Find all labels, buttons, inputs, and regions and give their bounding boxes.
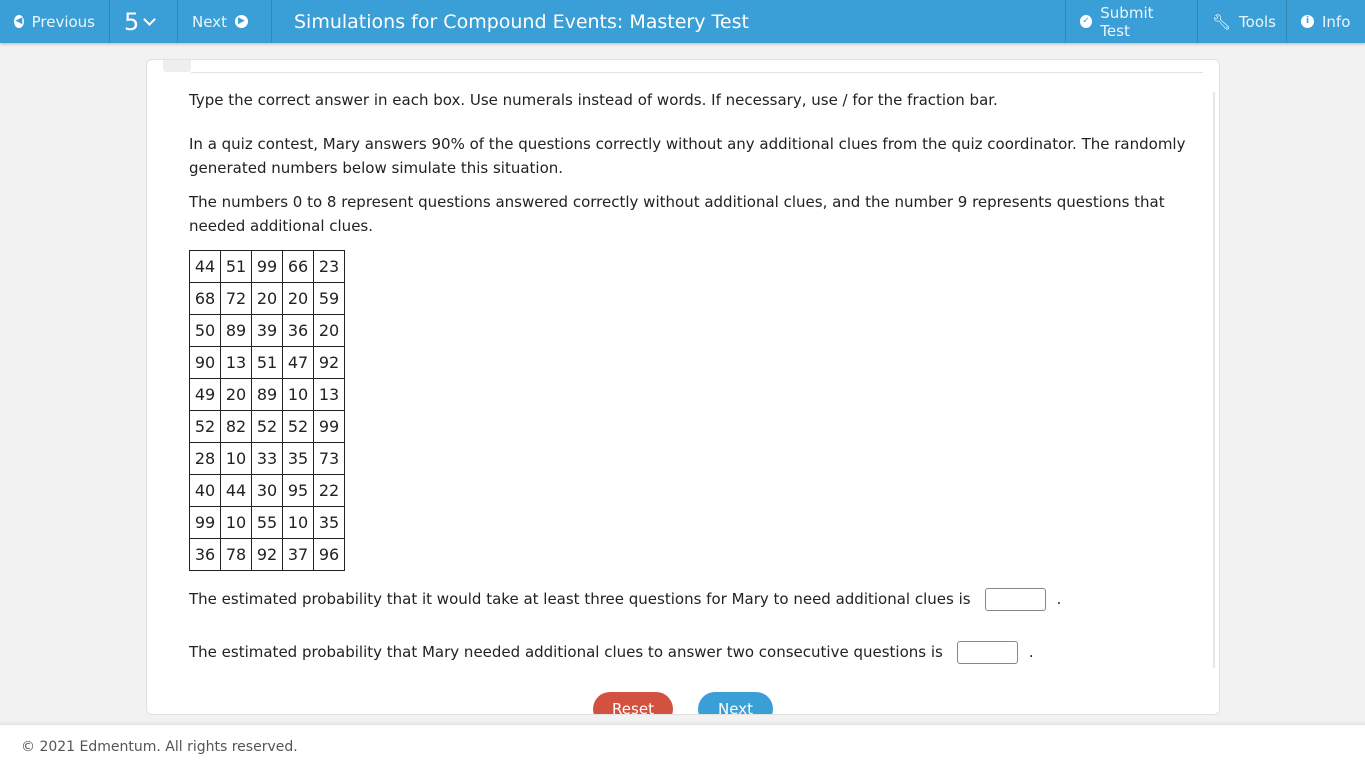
question-number-dropdown[interactable] — [110, 0, 178, 43]
table-cell: 51 — [221, 251, 252, 283]
table-cell: 68 — [190, 283, 221, 315]
table-cell: 44 — [221, 475, 252, 507]
top-toolbar — [0, 0, 1365, 43]
table-cell: 30 — [252, 475, 283, 507]
table-row — [190, 251, 345, 283]
page-title: Simulations for Compound Events: Mastery Test — [294, 10, 749, 33]
table-cell: 33 — [252, 443, 283, 475]
table-cell: 28 — [190, 443, 221, 475]
footer — [0, 724, 1365, 768]
prompt-text: In a quiz contest, Mary answers 90% of the questions correctly without any additional clues from the quiz coordinator. The randomly generated numbers below simulate this situation. — [189, 135, 1186, 177]
next-label: Next — [192, 12, 227, 31]
table-cell: 20 — [283, 283, 314, 315]
table-cell: 89 — [252, 379, 283, 411]
previous-button[interactable] — [0, 0, 110, 43]
table-cell: 13 — [314, 379, 345, 411]
table-cell: 50 — [190, 315, 221, 347]
table-cell: 10 — [283, 507, 314, 539]
table-cell: 72 — [221, 283, 252, 315]
table-cell: 10 — [221, 507, 252, 539]
answer-1-label: The estimated probability that it would take at least three questions for Mary to need additional clues is — [189, 590, 971, 608]
next-question-button[interactable] — [178, 0, 272, 43]
divider — [191, 72, 1203, 73]
table-cell: 95 — [283, 475, 314, 507]
action-buttons — [593, 692, 773, 715]
answer-2-period: . — [1028, 643, 1034, 661]
next-button[interactable]: Next — [698, 692, 773, 715]
table-row — [190, 443, 345, 475]
table-cell: 52 — [252, 411, 283, 443]
table-row — [190, 475, 345, 507]
table-cell: 89 — [221, 315, 252, 347]
random-numbers-table — [189, 250, 345, 571]
table-cell: 47 — [283, 347, 314, 379]
table-cell: 82 — [221, 411, 252, 443]
table-cell: 99 — [252, 251, 283, 283]
table-cell: 99 — [190, 507, 221, 539]
submit-label: Submit Test — [1100, 3, 1154, 40]
table-cell: 92 — [252, 539, 283, 571]
previous-label: Previous — [31, 12, 95, 31]
tools-button[interactable] — [1197, 0, 1286, 43]
table-row — [190, 283, 345, 315]
table-cell: 39 — [252, 315, 283, 347]
table-cell: 92 — [314, 347, 345, 379]
table-row — [190, 507, 345, 539]
table-cell: 78 — [221, 539, 252, 571]
table-cell: 66 — [283, 251, 314, 283]
table-cell: 35 — [283, 443, 314, 475]
instruction-text: Type the correct answer in each box. Use numerals instead of words. If necessary, use / for the fraction bar. — [189, 91, 998, 109]
table-cell: 51 — [252, 347, 283, 379]
table-cell: 49 — [190, 379, 221, 411]
check-circle-icon: ✓ — [1080, 15, 1092, 28]
table-cell: 52 — [190, 411, 221, 443]
table-cell: 40 — [190, 475, 221, 507]
table-cell: 73 — [314, 443, 345, 475]
table-cell: 90 — [190, 347, 221, 379]
question-card — [146, 59, 1220, 715]
table-row — [190, 539, 345, 571]
table-cell: 23 — [314, 251, 345, 283]
info-button[interactable] — [1286, 0, 1365, 43]
table-cell: 55 — [252, 507, 283, 539]
explanation-text: The numbers 0 to 8 represent questions answered correctly without additional clues, and the number 9 represents questions that needed additional clues. — [189, 193, 1165, 235]
chevron-down-icon — [143, 13, 156, 26]
arrow-left-icon: ◀ — [15, 16, 23, 26]
table-cell: 99 — [314, 411, 345, 443]
table-cell: 36 — [190, 539, 221, 571]
table-cell: 36 — [283, 315, 314, 347]
table-row — [190, 347, 345, 379]
table-row — [190, 315, 345, 347]
table-cell: 59 — [314, 283, 345, 315]
table-cell: 10 — [283, 379, 314, 411]
info-icon: i — [1301, 15, 1314, 28]
answer-2-label: The estimated probability that Mary needed additional clues to answer two consecutive questions is — [189, 643, 943, 661]
tools-label: Tools — [1239, 12, 1276, 31]
submit-test-button[interactable] — [1065, 0, 1197, 43]
table-cell: 10 — [221, 443, 252, 475]
answer-1-input[interactable] — [985, 588, 1046, 611]
table-cell: 22 — [314, 475, 345, 507]
wrench-icon: 🔧︎ — [1212, 12, 1232, 31]
arrow-right-icon: ▶ — [235, 15, 248, 28]
table-cell: 20 — [221, 379, 252, 411]
question-content — [189, 88, 1189, 666]
table-cell: 20 — [252, 283, 283, 315]
answer-line-1 — [189, 585, 1189, 613]
info-label: Info — [1322, 12, 1351, 31]
table-cell: 96 — [314, 539, 345, 571]
answer-line-2 — [189, 638, 1189, 666]
table-cell: 20 — [314, 315, 345, 347]
answer-2-input[interactable] — [957, 641, 1018, 664]
reset-button[interactable]: Reset — [593, 692, 673, 715]
scrollbar[interactable] — [1213, 92, 1215, 668]
table-row — [190, 379, 345, 411]
table-cell: 13 — [221, 347, 252, 379]
question-number: 5 — [124, 7, 140, 36]
table-cell: 35 — [314, 507, 345, 539]
table-cell: 52 — [283, 411, 314, 443]
table-cell: 44 — [190, 251, 221, 283]
copyright-text: © 2021 Edmentum. All rights reserved. — [21, 738, 298, 755]
card-tab — [163, 59, 191, 72]
table-row — [190, 411, 345, 443]
answer-1-period: . — [1056, 590, 1062, 608]
table-cell: 37 — [283, 539, 314, 571]
